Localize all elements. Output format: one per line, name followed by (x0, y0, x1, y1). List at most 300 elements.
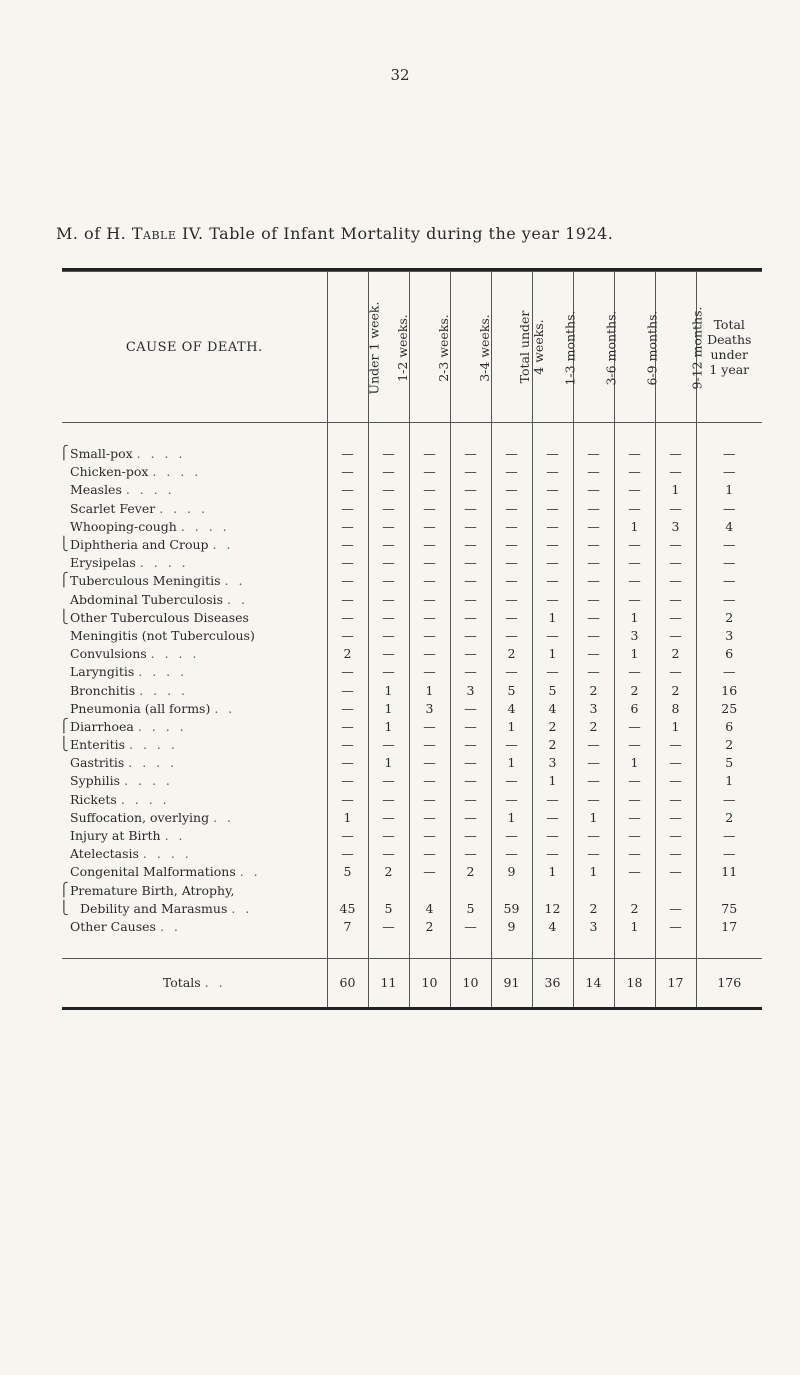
value-cell: — (327, 736, 368, 754)
table-row (62, 900, 762, 918)
value-cell: — (327, 609, 368, 627)
value-cell: — (614, 463, 655, 481)
value-cell: — (450, 827, 491, 845)
value-cell: — (409, 736, 450, 754)
total-value-cell: 91 (491, 959, 532, 1009)
value-cell: — (409, 518, 450, 536)
value-cell: — (573, 845, 614, 863)
value-cell: 1 (614, 918, 655, 936)
value-cell: — (368, 845, 409, 863)
header-col-6-9-months: 6-9 months. (614, 272, 655, 423)
table-row (62, 609, 762, 627)
table-row (62, 827, 762, 845)
value-cell: — (573, 663, 614, 681)
value-cell: 11 (721, 864, 738, 880)
caption-title: Table of Infant Mortality during the year 1924. (209, 224, 614, 243)
cause-cell: ⎧ Small-pox . . . . (62, 445, 327, 463)
value-cell: 2 (614, 681, 655, 699)
value-cell: 3 (450, 681, 491, 699)
cause-cell: Syphilis . . . . (62, 772, 327, 790)
value-cell: — (327, 554, 368, 572)
cause-cell: Scarlet Fever . . . . (62, 500, 327, 518)
cause-cell: Rickets . . . . (62, 791, 327, 809)
total-value-cell: 11 (368, 959, 409, 1009)
cause-cell: Injury at Birth . . (62, 827, 327, 845)
header-col-total-deaths: Total Deaths under 1 year (696, 272, 762, 423)
value-cell: 1 (532, 645, 573, 663)
cause-cell: Meningitis (not Tuberculous) (62, 627, 327, 645)
value-cell: — (491, 736, 532, 754)
value-cell: — (450, 645, 491, 663)
infant-mortality-table (59, 268, 762, 1010)
value-cell: 6 (725, 718, 734, 734)
value-cell: — (409, 481, 450, 499)
value-cell: — (573, 627, 614, 645)
value-cell: 25 (721, 700, 738, 716)
value-cell: — (409, 663, 450, 681)
value-cell: — (450, 809, 491, 827)
cause-cell: Gastritis . . . . (62, 754, 327, 772)
value-cell: — (655, 791, 696, 809)
value-cell: 1 (368, 681, 409, 699)
value-cell: 1 (368, 754, 409, 772)
value-cell: — (573, 791, 614, 809)
header-col-1-2-weeks: 1-2 weeks. (368, 272, 409, 423)
value-cell: — (327, 700, 368, 718)
value-cell: 5 (450, 900, 491, 918)
value-cell (655, 882, 696, 900)
table-row (62, 663, 762, 681)
table-row (62, 481, 762, 499)
value-cell: 1 (532, 609, 573, 627)
value-cell: — (573, 772, 614, 790)
value-cell: 1 (368, 718, 409, 736)
value-cell: — (655, 500, 696, 518)
value-cell: — (532, 591, 573, 609)
header-row (62, 272, 762, 423)
value-cell: 2 (614, 900, 655, 918)
value-cell: — (491, 518, 532, 536)
value-cell: — (409, 791, 450, 809)
value-cell: — (532, 663, 573, 681)
value-cell: — (368, 481, 409, 499)
value-cell: — (491, 591, 532, 609)
value-cell: — (723, 664, 736, 680)
value-cell: — (368, 663, 409, 681)
table-row (62, 791, 762, 809)
value-cell: — (450, 481, 491, 499)
value-cell: — (327, 500, 368, 518)
table-row (62, 772, 762, 790)
cause-cell: Congenital Malformations . . (62, 863, 327, 881)
value-cell: — (368, 518, 409, 536)
value-cell: 1 (614, 645, 655, 663)
value-cell: 1 (491, 809, 532, 827)
value-cell: — (491, 827, 532, 845)
value-cell: — (491, 554, 532, 572)
value-cell: — (573, 463, 614, 481)
value-cell: 1 (532, 772, 573, 790)
value-cell: — (409, 591, 450, 609)
cause-cell: Pneumonia (all forms) . . (62, 700, 327, 718)
value-cell: — (614, 827, 655, 845)
value-cell: — (655, 772, 696, 790)
value-cell: 2 (450, 863, 491, 881)
value-cell: — (573, 645, 614, 663)
header-col-9-12-months: 9-12 months. (655, 272, 696, 423)
value-cell: — (368, 609, 409, 627)
value-cell: — (573, 827, 614, 845)
value-cell: 59 (491, 900, 532, 918)
value-cell: — (327, 754, 368, 772)
value-cell: — (614, 536, 655, 554)
table-row (62, 518, 762, 536)
table-row (62, 863, 762, 881)
total-value-cell: 176 (717, 975, 742, 991)
table-row (62, 681, 762, 699)
value-cell: — (614, 572, 655, 590)
value-cell: — (532, 572, 573, 590)
value-cell: 2 (725, 809, 734, 825)
value-cell: — (409, 809, 450, 827)
value-cell: — (368, 791, 409, 809)
caption-prefix: M. of H. (56, 224, 127, 243)
cause-cell: Abdominal Tuberculosis . . (62, 591, 327, 609)
value-cell: — (532, 481, 573, 499)
cause-cell: Chicken-pox . . . . (62, 463, 327, 481)
table-row (62, 572, 762, 590)
value-cell: — (655, 736, 696, 754)
value-cell: 12 (532, 900, 573, 918)
value-cell: — (655, 845, 696, 863)
table-row (62, 718, 762, 736)
value-cell: — (491, 609, 532, 627)
value-cell: — (450, 536, 491, 554)
value-cell: — (409, 754, 450, 772)
value-cell: 1 (368, 700, 409, 718)
table-row (62, 463, 762, 481)
cause-cell: Atelectasis . . . . (62, 845, 327, 863)
value-cell: — (573, 536, 614, 554)
cause-cell: Suffocation, overlying . . (62, 809, 327, 827)
table-row (62, 845, 762, 863)
value-cell: — (614, 481, 655, 499)
value-cell: 1 (573, 809, 614, 827)
value-cell: — (409, 772, 450, 790)
table-row (62, 591, 762, 609)
value-cell: — (450, 791, 491, 809)
value-cell: — (614, 591, 655, 609)
value-cell: — (614, 863, 655, 881)
value-cell: 1 (491, 718, 532, 736)
value-cell: — (532, 554, 573, 572)
value-cell: — (491, 500, 532, 518)
value-cell: — (532, 845, 573, 863)
value-cell: — (368, 809, 409, 827)
value-cell: — (409, 827, 450, 845)
value-cell: — (655, 827, 696, 845)
value-cell: 9 (491, 918, 532, 936)
value-cell: — (327, 572, 368, 590)
value-cell (491, 882, 532, 900)
value-cell: — (491, 845, 532, 863)
value-cell: — (368, 827, 409, 845)
value-cell: — (723, 537, 736, 553)
value-cell: 45 (327, 900, 368, 918)
value-cell: — (450, 845, 491, 863)
page-number: 32 (390, 66, 410, 84)
value-cell: — (723, 555, 736, 571)
value-cell: 2 (409, 918, 450, 936)
value-cell: — (532, 500, 573, 518)
value-cell: — (450, 754, 491, 772)
value-cell: 2 (573, 718, 614, 736)
value-cell: — (368, 645, 409, 663)
cause-cell: ⎩ Diphtheria and Croup . . (62, 536, 327, 554)
header-cause: CAUSE OF DEATH. (62, 272, 327, 423)
value-cell: — (450, 445, 491, 463)
value-cell: — (723, 791, 736, 807)
value-cell: — (450, 591, 491, 609)
value-cell: 2 (725, 609, 734, 625)
value-cell: — (491, 572, 532, 590)
header-col-2-3-weeks: 2-3 weeks. (409, 272, 450, 423)
value-cell: — (573, 445, 614, 463)
value-cell: — (327, 591, 368, 609)
value-cell: — (573, 500, 614, 518)
value-cell: 2 (491, 645, 532, 663)
cause-cell: ⎩ Debility and Marasmus . . (62, 900, 327, 918)
value-cell: 1 (725, 482, 734, 498)
value-cell: — (614, 554, 655, 572)
value-cell (450, 882, 491, 900)
table-row (62, 554, 762, 572)
value-cell: — (655, 463, 696, 481)
value-cell: 1 (614, 609, 655, 627)
value-cell: 2 (655, 681, 696, 699)
value-cell: — (368, 736, 409, 754)
value-cell: — (450, 918, 491, 936)
value-cell: — (491, 463, 532, 481)
value-cell (696, 882, 762, 900)
header-col-1-3-months: 1-3 months. (532, 272, 573, 423)
value-cell: — (532, 445, 573, 463)
value-cell: — (450, 627, 491, 645)
value-cell: 2 (655, 645, 696, 663)
value-cell: — (655, 554, 696, 572)
header-col-3-4-weeks: 3-4 weeks. (450, 272, 491, 423)
value-cell: 5 (725, 755, 734, 771)
total-value-cell: 36 (532, 959, 573, 1009)
value-cell: — (655, 918, 696, 936)
value-cell (532, 882, 573, 900)
value-cell: — (532, 536, 573, 554)
value-cell: — (614, 791, 655, 809)
value-cell: — (327, 627, 368, 645)
value-cell: — (532, 627, 573, 645)
value-cell: — (614, 500, 655, 518)
cause-cell: ⎧ Tuberculous Meningitis . . (62, 572, 327, 590)
value-cell: 4 (491, 700, 532, 718)
value-cell: 2 (327, 645, 368, 663)
value-cell: — (532, 809, 573, 827)
value-cell: — (409, 863, 450, 881)
table-row (62, 882, 762, 900)
value-cell: — (327, 718, 368, 736)
value-cell: — (573, 572, 614, 590)
value-cell: — (655, 863, 696, 881)
cause-cell: ⎩ Enteritis . . . . (62, 736, 327, 754)
value-cell: 3 (655, 518, 696, 536)
value-cell: — (450, 500, 491, 518)
value-cell: — (655, 572, 696, 590)
value-cell: 6 (725, 646, 734, 662)
value-cell: — (491, 791, 532, 809)
cause-cell: Laryngitis . . . . (62, 663, 327, 681)
value-cell: — (614, 845, 655, 863)
value-cell: — (327, 445, 368, 463)
value-cell: — (368, 463, 409, 481)
table-row (62, 536, 762, 554)
value-cell: — (450, 718, 491, 736)
value-cell: — (532, 791, 573, 809)
totals-label: Totals . . (62, 959, 327, 1009)
value-cell: — (327, 536, 368, 554)
value-cell: — (723, 828, 736, 844)
value-cell: — (573, 554, 614, 572)
value-cell: — (614, 445, 655, 463)
cause-cell: Erysipelas . . . . (62, 554, 327, 572)
cause-cell: Other Causes . . (62, 918, 327, 936)
value-cell: 3 (725, 627, 734, 643)
table-row (62, 918, 762, 936)
value-cell: 1 (491, 754, 532, 772)
value-cell: — (368, 536, 409, 554)
value-cell: 1 (532, 863, 573, 881)
table-body (59, 423, 762, 1009)
value-cell: — (614, 663, 655, 681)
value-cell: — (327, 681, 368, 699)
value-cell: — (450, 518, 491, 536)
value-cell: 6 (614, 700, 655, 718)
total-value-cell: 17 (655, 959, 696, 1009)
table-row (62, 736, 762, 754)
value-cell: — (409, 572, 450, 590)
value-cell: — (532, 827, 573, 845)
value-cell: 1 (614, 754, 655, 772)
value-cell: — (573, 609, 614, 627)
header-col-3-6-months: 3-6 months. (573, 272, 614, 423)
value-cell: 1 (655, 718, 696, 736)
value-cell: — (368, 591, 409, 609)
value-cell: — (409, 718, 450, 736)
value-cell: — (614, 718, 655, 736)
value-cell: 75 (721, 900, 738, 916)
value-cell: 1 (409, 681, 450, 699)
value-cell: — (723, 500, 736, 516)
value-cell: — (327, 827, 368, 845)
value-cell: 4 (532, 700, 573, 718)
value-cell: 1 (614, 518, 655, 536)
value-cell: 2 (573, 900, 614, 918)
value-cell: — (491, 445, 532, 463)
value-cell: — (614, 772, 655, 790)
value-cell: — (491, 481, 532, 499)
value-cell: 4 (409, 900, 450, 918)
value-cell: — (327, 463, 368, 481)
value-cell: — (327, 663, 368, 681)
value-cell (409, 882, 450, 900)
value-cell: — (368, 572, 409, 590)
table-row (62, 645, 762, 663)
value-cell: 5 (491, 681, 532, 699)
value-cell: — (491, 663, 532, 681)
table-row (62, 445, 762, 463)
value-cell: — (409, 445, 450, 463)
cause-cell: Bronchitis . . . . (62, 681, 327, 699)
value-cell: — (450, 463, 491, 481)
value-cell: — (450, 772, 491, 790)
value-cell: — (573, 754, 614, 772)
value-cell: — (655, 609, 696, 627)
value-cell (573, 882, 614, 900)
value-cell: — (723, 573, 736, 589)
totals-row (62, 959, 762, 1009)
value-cell: 3 (573, 700, 614, 718)
value-cell: 3 (532, 754, 573, 772)
cause-cell: ⎩ Other Tuberculous Diseases (62, 609, 327, 627)
value-cell: 17 (721, 918, 738, 934)
value-cell: — (655, 627, 696, 645)
value-cell: 4 (532, 918, 573, 936)
cause-cell: Measles . . . . (62, 481, 327, 499)
value-cell: — (450, 572, 491, 590)
value-cell: — (573, 518, 614, 536)
value-cell: — (450, 700, 491, 718)
value-cell: — (409, 536, 450, 554)
value-cell: — (368, 772, 409, 790)
value-cell: 3 (409, 700, 450, 718)
total-value-cell: 18 (614, 959, 655, 1009)
value-cell: 2 (532, 718, 573, 736)
value-cell: 5 (327, 863, 368, 881)
table-row (62, 809, 762, 827)
value-cell: 5 (368, 900, 409, 918)
value-cell (368, 882, 409, 900)
value-cell: 3 (614, 627, 655, 645)
value-cell: — (614, 736, 655, 754)
value-cell: — (655, 809, 696, 827)
value-cell: — (368, 918, 409, 936)
caption-table-label: Table IV. (131, 224, 204, 243)
value-cell: — (491, 536, 532, 554)
value-cell: 5 (532, 681, 573, 699)
value-cell: — (409, 609, 450, 627)
value-cell: 7 (327, 918, 368, 936)
value-cell: — (723, 464, 736, 480)
value-cell: 2 (368, 863, 409, 881)
value-cell: — (327, 481, 368, 499)
value-cell: 2 (532, 736, 573, 754)
value-cell: — (327, 772, 368, 790)
cause-cell: Whooping-cough . . . . (62, 518, 327, 536)
value-cell: — (327, 791, 368, 809)
total-value-cell: 10 (450, 959, 491, 1009)
value-cell: 3 (573, 918, 614, 936)
cause-cell: ⎧ Premature Birth, Atrophy, (62, 882, 327, 900)
value-cell: — (723, 446, 736, 462)
value-cell: — (532, 518, 573, 536)
